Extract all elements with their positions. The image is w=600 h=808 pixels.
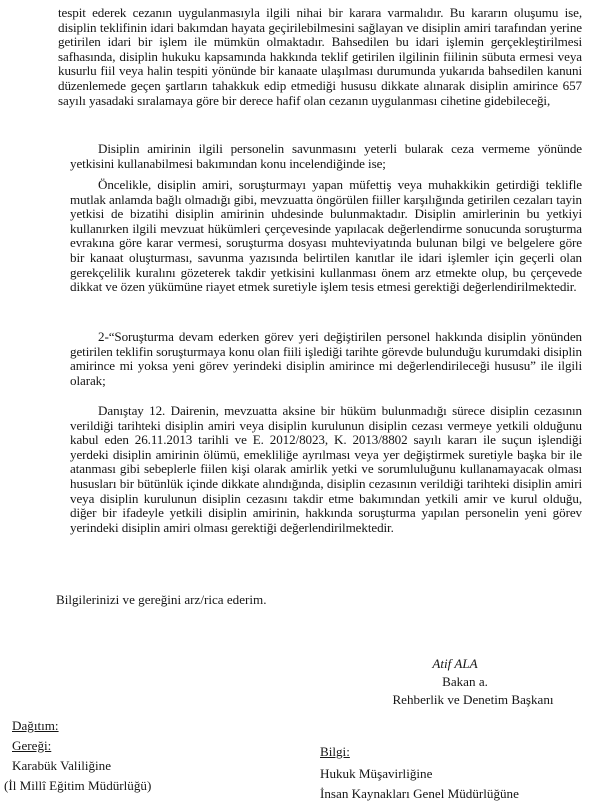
paragraph-continuation xyxy=(58,6,582,108)
paragraph-text: Öncelikle, disiplin amiri, soruşturmayı yapan müfettiş veya muhakkikin getirdiği teklifle mutlak anlamda bağlı olmadığı gibi, mevzuatta öngörülen fiiller karşılığında getirilen cezaları tayin yetkisi de bizatihi disiplin amirinin uhdesinde bulunmaktadır. Disiplin amirlerinin bu yetkiyi kullanırken ilgili mevzuat hükümleri çerçevesinde yapılacak değerlendirme sonucunda soruşturma evrakına göre karar vermesi, soruşturma dosyası muhteviyatında bulunan bilgi ve belgelere göre bir kanaat oluşturması, savunma yazısında belirtilen kanıtlar ile idari işlemler için geçerli olan gerekçelilik kuralını gözeterek takdir yetkisini kullanması önem arz etmekte olup, bu çerçevede dikkat ve özen yükümüne riayet etmek suretiyle işlem tesis etmesi gerektiği değerlendirilmektedir. xyxy=(70,177,582,295)
info-recipient: Hukuk Müşavirliğine xyxy=(320,766,433,781)
paragraph-defense xyxy=(70,142,582,171)
info-label: Bilgi: xyxy=(320,744,350,759)
paragraph-text: 2-“Soruşturma devam ederken görev yeri değiştirilen personel hakkında disiplin yönünden getirilen teklifin soruşturmaya konu olan fiili işlediği tarihte görevde bulunduğu kurumdaki disiplin amirince mi yoksa yeni görev yerindeki disiplin amirince mi değerlendirileceği hususu” ile ilgili olarak; xyxy=(70,329,582,388)
paragraph-question-two xyxy=(70,330,582,388)
action-recipient-note: (İl Millî Eğitim Müdürlüğü) xyxy=(4,778,152,793)
action-label: Gereği: xyxy=(12,738,52,753)
action-recipient: Karabük Valiliğine xyxy=(12,758,112,773)
closing-line: Bilgilerinizi ve gereğini arz/rica ederim. xyxy=(56,592,267,607)
paragraph-danistay xyxy=(70,404,582,535)
paragraph-first xyxy=(70,178,582,295)
paragraph-text: Disiplin amirinin ilgili personelin savunmasını yeterli bularak ceza vermeme yönünde yetkisini kullanabilmesi bakımından konu incelendiğinde ise; xyxy=(70,141,582,171)
paragraph-text: tespit ederek cezanın uygulanmasıyla ilgili nihai bir karara varmalıdır. Bu kararın oluşumu ise, disiplin teklifinin idari bakımdan hayata geçirilebilmesini sağlayan ve disiplin amiri tarafından yerine getirilen idari bir işlem ile mümkün olmaktadır. Bahsedilen bu idari işlemin gerçekleştirilmesi safhasında, disiplin hukuku kapsamında hakkında teklif getirilen ilgilinin fiilinin sübuta ermesi veya kusurlu fiil veya halin tespiti yönünde bir kanaate ulaşılması durumunda yukarıda bahsedilen kanuni düzenlemede geçen şartların tahakkuk edip etmediği hususu dikkate alınarak disiplin amirince 657 sayılı yasadaki sıralamaya göre bir derece hafif olan cezanın uygulanması cihetine gidebileceği, xyxy=(58,5,582,108)
signature-role: Bakan a. xyxy=(442,674,488,689)
distribution-label: Dağıtım: xyxy=(12,718,59,733)
paragraph-text: Danıştay 12. Dairenin, mevzuatta aksine bir hüküm bulunmadığı sürece disiplin cezasının verildiği tarihteki disiplin amiri veya disiplin kurulunun disiplin cezası vermeye yetkili olduğunu kabul eden 26.11.2013 tarihli ve E. 2012/8023, K. 2013/8802 sayılı kararı ile suçun işlendiği yerdeki disiplin amirinin ölümü, emekliliğe ayrılması veya yer değiştirmek suretiyle başka bir ile atanması gibi sebeplerle fiilen kişi olarak amirlik yetki ve sorumluluğunu kullanamayacak olması hususları bir bütünlük içinde dikkate alındığında, disiplin cezasının verildiği tarihteki disiplin amiri veya disiplin kurulunun disiplin cezasını takdir etme bakımından yetkili amir ve kurul olduğu, diğer bir ifadeyle yetkili disiplin amirinin, hakkında soruşturma yapılan personelin yeni görev yerindeki disiplin amiri olması gerektiği değerlendirilmektedir. xyxy=(70,403,582,535)
signature-name: Atif ALA xyxy=(432,656,478,671)
signature-title: Rehberlik ve Denetim Başkanı xyxy=(392,692,554,707)
info-recipient: İnsan Kaynakları Genel Müdürlüğüne xyxy=(320,786,519,801)
